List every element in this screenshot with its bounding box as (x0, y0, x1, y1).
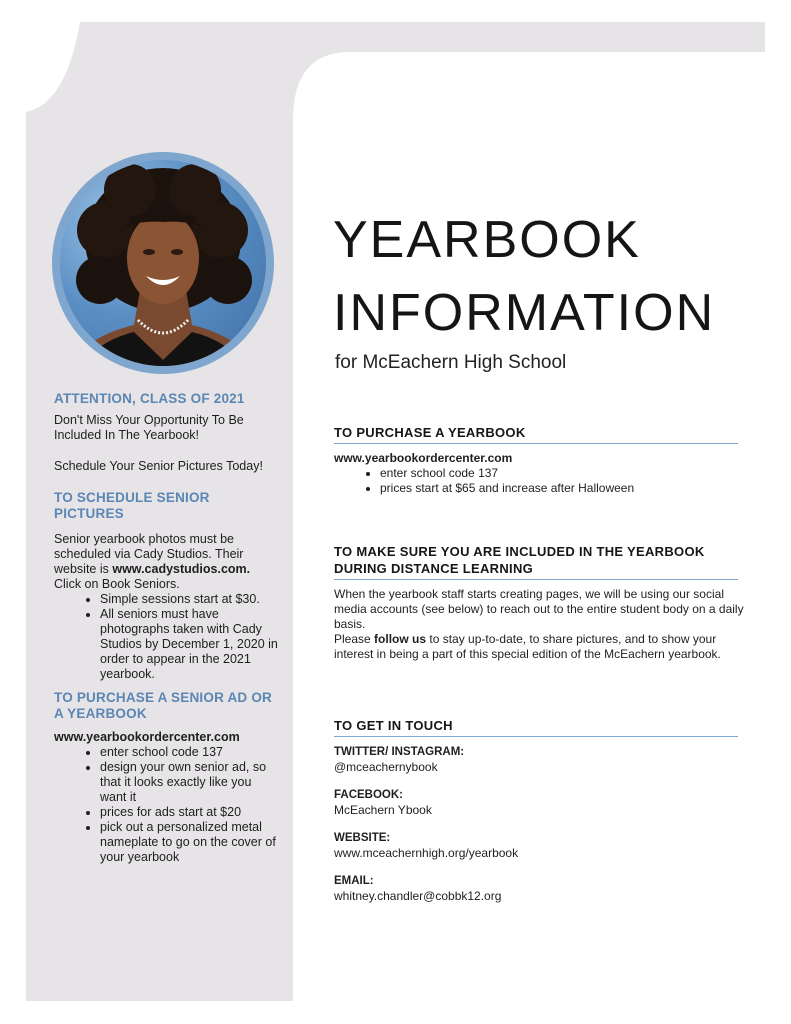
purchase-section (334, 451, 744, 496)
purchase-site[interactable]: www.yearbookordercenter.com (334, 451, 513, 465)
distance-section (334, 587, 744, 662)
website-value[interactable]: www.mceachernhigh.org/yearbook (334, 846, 519, 860)
contact-section (334, 745, 744, 904)
attention-heading: ATTENTION, CLASS OF 2021 (54, 391, 245, 406)
schedule-heading: TO SCHEDULE SENIOR PICTURES (54, 490, 210, 521)
purchase-bullets (334, 466, 744, 496)
contact-heading: TO GET IN TOUCH (334, 717, 738, 737)
twitter-label: TWITTER/ INSTAGRAM: (334, 746, 465, 758)
schedule-section (54, 490, 280, 682)
title-line-2: INFORMATION (333, 284, 716, 342)
list-item: • All seniors must have photographs taken with Cady Studios by December 1, 2020 in order to appear in the 2021 yearbook. (100, 607, 280, 682)
email-label: EMAIL: (334, 875, 374, 887)
list-item: • pick out a personalized metal nameplate to go on the cover of your yearbook (100, 820, 280, 865)
email-value[interactable]: whitney.chandler@cobbk12.org (334, 889, 502, 903)
student-portrait-frame (52, 152, 274, 374)
distance-text-1: When the yearbook staff starts creating pages, we will be using our social media accounts (see below) to reach out to the entire student body on a daily basis. (334, 587, 744, 631)
schedule-text: Senior yearbook photos must be scheduled via Cady Studios. Their website is www.cadystudios.com. Click on Book Seniors. (54, 532, 251, 591)
twitter-value[interactable]: @mceachernybook (334, 760, 438, 774)
student-portrait (60, 160, 266, 366)
list-item: • enter school code 137 (380, 466, 744, 481)
list-item: • prices for ads start at $20 (100, 805, 280, 820)
attention-text: Don't Miss Your Opportunity To Be Included In The Yearbook! (54, 413, 244, 442)
schedule-bullets (54, 592, 280, 682)
distance-text-2: Please follow us to stay up-to-date, to share pictures, and to show your interest in being a part of this special edition of the McEachern yearbook. (334, 632, 721, 661)
purchase-heading: TO PURCHASE A YEARBOOK (334, 424, 738, 444)
list-item: • enter school code 137 (100, 745, 280, 760)
title-line-1: YEARBOOK (333, 211, 641, 269)
schedule-today-text: Schedule Your Senior Pictures Today! (54, 459, 263, 473)
senior-ad-site[interactable]: www.yearbookordercenter.com (54, 730, 240, 744)
senior-ad-bullets (54, 745, 280, 865)
list-item: • Simple sessions start at $30. (100, 592, 280, 607)
list-item: • design your own senior ad, so that it looks exactly like you want it (100, 760, 280, 805)
attention-section (54, 391, 280, 474)
cady-link[interactable]: www.cadystudios.com. (112, 562, 251, 576)
senior-ad-section (54, 690, 280, 865)
distance-heading: TO MAKE SURE YOU ARE INCLUDED IN THE YEARBOOK DURING DISTANCE LEARNING (334, 543, 738, 580)
facebook-label: FACEBOOK: (334, 789, 403, 801)
list-item: • prices start at $65 and increase after Halloween (380, 481, 744, 496)
senior-ad-heading: TO PURCHASE A SENIOR AD OR A YEARBOOK (54, 690, 272, 721)
subtitle: for McEachern High School (335, 352, 567, 373)
website-label: WEBSITE: (334, 832, 391, 844)
facebook-value[interactable]: McEachern Ybook (334, 803, 432, 817)
